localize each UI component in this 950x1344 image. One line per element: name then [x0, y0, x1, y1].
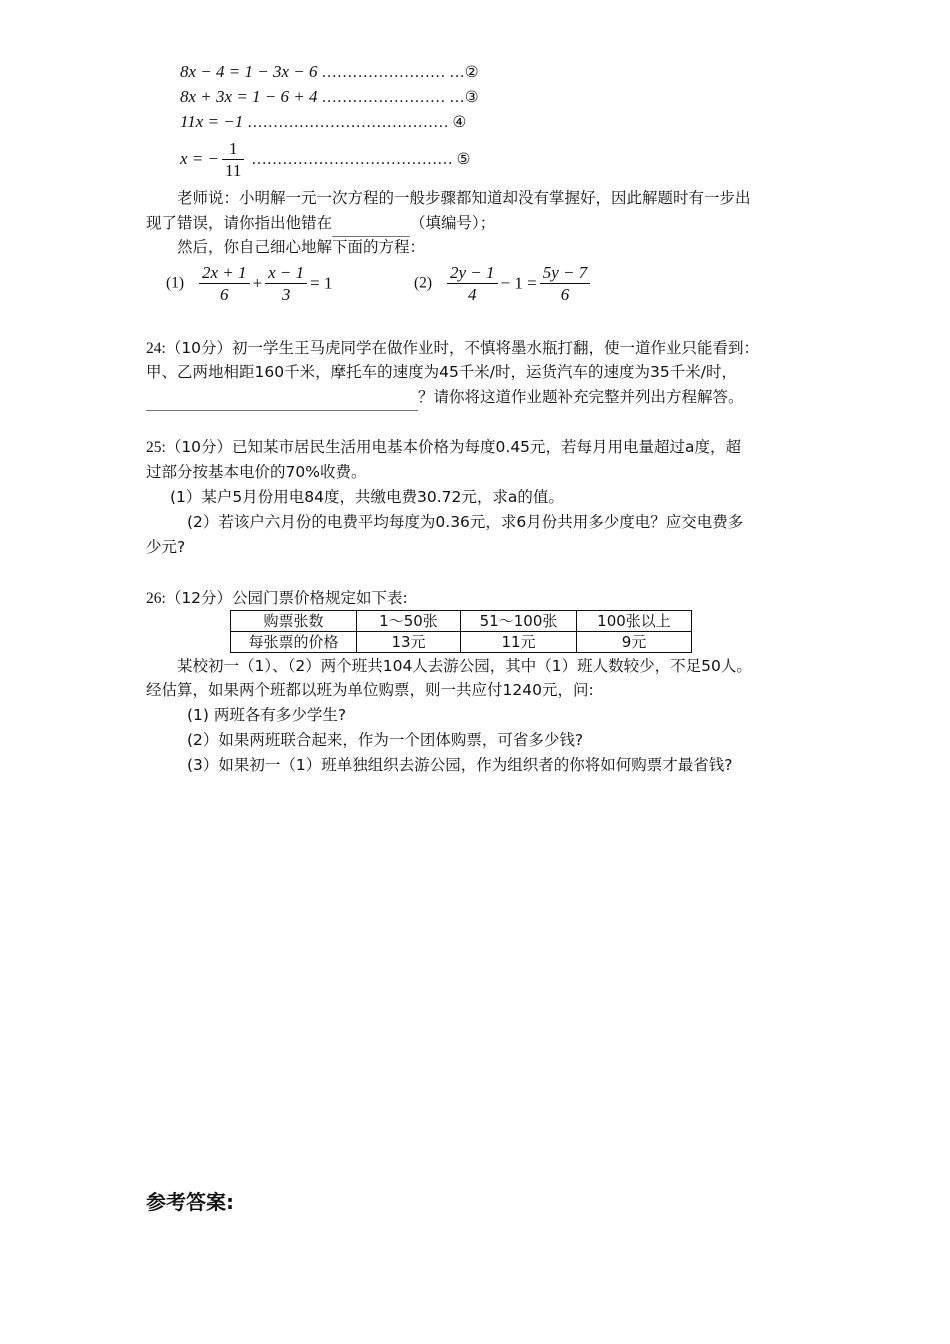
fraction-denominator: 4 [468, 285, 477, 304]
q26-para-2: 经估算，如果两个班都以班为单位购票，则一共应付1240元，问: [146, 681, 594, 699]
equation-middle: − 1 = [500, 273, 537, 293]
q25-line-1 [146, 435, 741, 460]
equation-2 [414, 262, 593, 305]
step-dots: …………………… … [317, 89, 465, 106]
table-cell: 购票张数 [231, 611, 357, 632]
step-equation: 11x = −1 [180, 112, 244, 131]
table-cell: 每张票的价格 [231, 632, 357, 653]
teacher-line-1: 老师说：小明解一元一次方程的一般步骤都知道却没有掌握好，因此解题时有一步出 [177, 189, 751, 207]
q24-text-1: （10分）初一学生王马虎同学在做作业时，不慎将墨水瓶打翻，使一道作业只能看到： [165, 339, 760, 357]
plus-operator: + [252, 273, 263, 293]
teacher-line-2-suffix: （填编号）； [410, 214, 496, 232]
table-cell: 9元 [577, 632, 692, 653]
q24-line-3 [146, 385, 744, 411]
fraction [199, 262, 250, 305]
question-number: 24: [146, 340, 166, 357]
equation-label: (1) [166, 274, 185, 292]
table-cell: 51～100张 [461, 611, 577, 632]
step-equation: 8x + 3x = 1 − 6 + 4 [180, 87, 318, 106]
q26-sub-3: (3）如果初一（1）班单独组织去游公园，作为组织者的你将如何购票才最省钱? [187, 756, 733, 774]
step-dots: ………………………………… [243, 114, 453, 131]
q25-line-4: (2）若该户六月份的电费平均每度为0.36元，求6月份共用多少度电？应交电费多 [187, 513, 744, 531]
answer-blank [146, 385, 418, 411]
fraction [222, 138, 244, 181]
step-dots: ………………………………… [247, 151, 457, 168]
fraction-numerator: 1 [222, 138, 244, 160]
teacher-line-2-text: 现了错误，请你指出他错在 [146, 214, 333, 232]
fraction [447, 262, 498, 305]
q25-line-5: 少元? [146, 538, 186, 556]
q24-line-1 [146, 336, 759, 361]
answer-title: 参考答案: [146, 1190, 234, 1214]
fraction-denominator: 3 [281, 285, 291, 304]
equation-label: (2) [414, 274, 433, 292]
equation-1 [166, 262, 333, 305]
q24-line-2: 甲、乙两地相距160千米，摩托车的速度为45千米/时，运货汽车的速度为35千米/时， [146, 363, 737, 381]
step-equation: 8x − 4 = 1 − 3x − 6 [180, 62, 318, 81]
q26-line-1 [146, 586, 408, 611]
table-cell: 100张以上 [577, 611, 692, 632]
step-mark: ⑤ [456, 150, 471, 168]
table-header-row [231, 611, 692, 632]
fraction-numerator: 2y − 1 [447, 262, 498, 284]
q26-sub-1: (1) 两班各有多少学生? [187, 706, 347, 724]
table-cell: 11元 [461, 632, 577, 653]
step-mark: ④ [452, 113, 467, 131]
q25-line-2: 过部分按基本电价的70%收费。 [146, 463, 367, 481]
fraction-numerator: 2x + 1 [199, 262, 250, 284]
question-number: 26: [146, 590, 166, 607]
fraction-denominator: 11 [225, 161, 242, 180]
q24-text-3: ？请你将这道作业题补充完整并列出方程解答。 [418, 388, 744, 406]
teacher-line-3: 然后，你自己细心地解下面的方程： [177, 238, 426, 256]
step-mark: ② [464, 63, 479, 81]
equation-step-2 [180, 62, 479, 82]
fraction-numerator: x − 1 [265, 262, 307, 284]
fraction [265, 262, 307, 305]
table-cell: 13元 [357, 632, 461, 653]
question-number: 25: [146, 439, 166, 456]
fraction-numerator: 5y − 7 [540, 262, 591, 284]
q26-intro: （12分）公园门票价格规定如下表: [165, 589, 408, 607]
fraction [540, 262, 591, 305]
ticket-price-table [230, 610, 692, 653]
equation-step-5 [180, 138, 471, 181]
equation-step-4 [180, 112, 466, 132]
q25-text-1: （10分）已知某市居民生活用电基本价格为每度0.45元，若每月用电量超过a度，超 [165, 438, 742, 456]
equation-rhs: = 1 [310, 273, 333, 293]
step-equation-prefix: x = − [180, 149, 219, 168]
q25-line-3: (1）某户5月份用电84度，共缴电费30.72元，求a的值。 [170, 488, 564, 506]
equation-step-3 [180, 87, 479, 107]
teacher-line-2 [146, 211, 495, 237]
answer-blank [332, 211, 410, 237]
q26-sub-2: (2）如果两班联合起来，作为一个团体购票，可省多少钱? [187, 731, 584, 749]
fraction-denominator: 6 [220, 285, 229, 304]
table-cell: 1～50张 [357, 611, 461, 632]
fraction-denominator: 6 [560, 285, 570, 304]
step-mark: ③ [464, 88, 479, 106]
table-row [231, 632, 692, 653]
step-dots: …………………… … [317, 64, 465, 81]
q26-para-1: 某校初一（1）、（2）两个班共104人去游公园，其中（1）班人数较少，不足50人。 [177, 657, 752, 675]
